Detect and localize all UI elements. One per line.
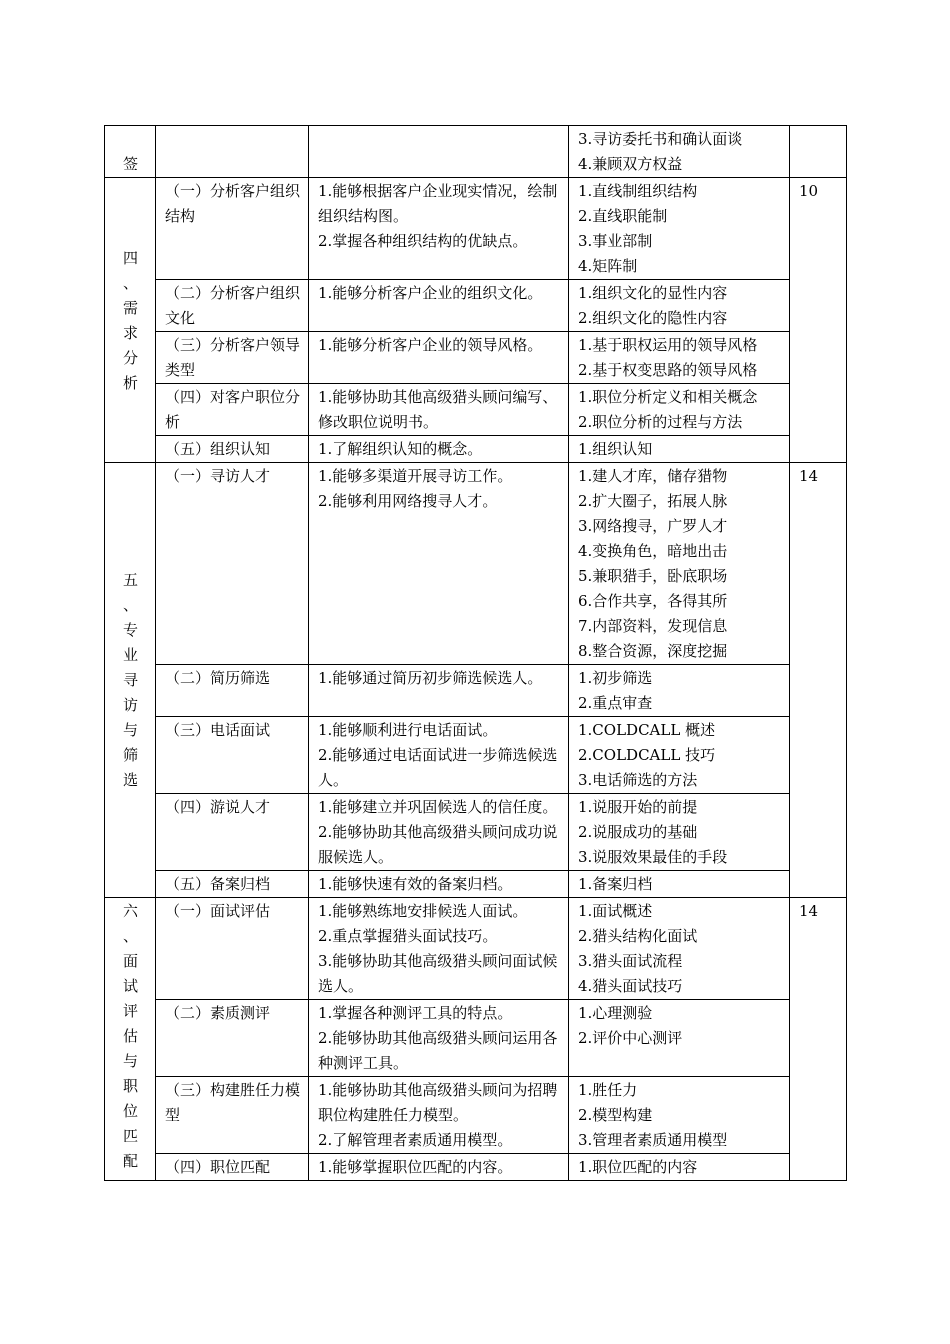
unit-name: （二）素质测评 bbox=[165, 1004, 271, 1022]
skill-item: 1.能够掌握职位匹配的内容。 bbox=[318, 1158, 513, 1176]
table-row bbox=[105, 126, 847, 178]
knowledge-cell bbox=[569, 384, 790, 436]
module-title-char: 面 bbox=[122, 952, 138, 970]
unit-name: （三）分析客户领导类型 bbox=[165, 336, 301, 379]
knowledge-item: 2.职位分析的过程与方法 bbox=[578, 413, 743, 431]
knowledge-item: 3.电话筛选的方法 bbox=[578, 771, 698, 789]
module-title-char: 职 bbox=[122, 1077, 138, 1095]
knowledge-item: 8.整合资源，深度挖掘 bbox=[578, 642, 728, 660]
knowledge-item: 3.管理者素质通用模型 bbox=[578, 1131, 728, 1149]
knowledge-item: 1.备案归档 bbox=[578, 875, 653, 893]
skill-item: 1.能够分析客户企业的组织文化。 bbox=[318, 284, 543, 302]
knowledge-cell bbox=[569, 794, 790, 871]
knowledge-item: 2.猎头结构化面试 bbox=[578, 927, 698, 945]
knowledge-item: 1.职位匹配的内容 bbox=[578, 1158, 698, 1176]
unit-name: （三）电话面试 bbox=[165, 721, 271, 739]
table-row bbox=[105, 665, 847, 717]
skills-cell bbox=[309, 665, 569, 717]
knowledge-cell bbox=[569, 871, 790, 898]
knowledge-item: 1.胜任力 bbox=[578, 1081, 638, 1099]
unit-name: （一）分析客户组织结构 bbox=[165, 182, 301, 225]
skill-item: 2.能够协助其他高级猎头顾问成功说服候选人。 bbox=[318, 823, 558, 866]
unit-cell bbox=[156, 280, 309, 332]
unit-name: （四）对客户职位分析 bbox=[165, 388, 301, 431]
unit-name: （五）组织认知 bbox=[165, 440, 271, 458]
knowledge-cell bbox=[569, 1000, 790, 1077]
knowledge-item: 6.合作共享，各得其所 bbox=[578, 592, 728, 610]
skill-item: 2.了解管理者素质通用模型。 bbox=[318, 1131, 513, 1149]
skill-item: 1.能够多渠道开展寻访工作。 bbox=[318, 467, 513, 485]
skill-item: 1.能够快速有效的备案归档。 bbox=[318, 875, 513, 893]
knowledge-cell bbox=[569, 898, 790, 1000]
unit-cell bbox=[156, 1077, 309, 1154]
skill-item: 1.能够建立并巩固候选人的信任度。 bbox=[318, 798, 558, 816]
table-row bbox=[105, 436, 847, 463]
module-title-char: 估 bbox=[122, 1027, 138, 1045]
knowledge-cell bbox=[569, 126, 790, 178]
knowledge-item: 2.重点审查 bbox=[578, 694, 653, 712]
knowledge-item: 1.心理测验 bbox=[578, 1004, 653, 1022]
skill-item: 1.能够熟练地安排候选人面试。 bbox=[318, 902, 528, 920]
module-title-char: 、 bbox=[122, 273, 138, 292]
syllabus-body bbox=[105, 126, 847, 1181]
module-title-char: 评 bbox=[122, 1002, 138, 1020]
table-row bbox=[105, 717, 847, 794]
module-title-char: 匹 bbox=[122, 1127, 138, 1145]
unit-cell bbox=[156, 1000, 309, 1077]
skills-cell bbox=[309, 1000, 569, 1077]
hours-cell: 14 bbox=[790, 898, 847, 1181]
knowledge-item: 2.模型构建 bbox=[578, 1106, 653, 1124]
knowledge-item: 2.COLDCALL 技巧 bbox=[578, 746, 716, 764]
skill-item: 2.掌握各种组织结构的优缺点。 bbox=[318, 232, 528, 250]
module-title-char: 五 bbox=[122, 571, 138, 589]
module-title-char: 、 bbox=[122, 596, 138, 614]
skill-item: 2.能够协助其他高级猎头顾问运用各种测评工具。 bbox=[318, 1029, 558, 1072]
unit-name: （四）游说人才 bbox=[165, 798, 271, 816]
knowledge-item: 5.兼职猎手，卧底职场 bbox=[578, 567, 728, 585]
skills-cell bbox=[309, 178, 569, 280]
skill-item: 1.能够分析客户企业的领导风格。 bbox=[318, 336, 543, 354]
module-title-char: 六 bbox=[122, 902, 138, 920]
knowledge-item: 2.组织文化的隐性内容 bbox=[578, 309, 728, 327]
knowledge-item: 4.矩阵制 bbox=[578, 257, 638, 275]
knowledge-item: 4.猎头面试技巧 bbox=[578, 977, 683, 995]
table-row bbox=[105, 332, 847, 384]
table-row bbox=[105, 280, 847, 332]
knowledge-cell bbox=[569, 1154, 790, 1181]
table-row bbox=[105, 1154, 847, 1181]
unit-cell bbox=[156, 384, 309, 436]
knowledge-cell bbox=[569, 178, 790, 280]
module-title-cell bbox=[105, 126, 156, 178]
unit-name: （一）面试评估 bbox=[165, 902, 271, 920]
knowledge-item: 1.组织文化的显性内容 bbox=[578, 284, 728, 302]
skill-item: 2.能够利用网络搜寻人才。 bbox=[318, 492, 498, 510]
table-row bbox=[105, 384, 847, 436]
unit-name: （五）备案归档 bbox=[165, 875, 271, 893]
knowledge-item: 2.评价中心测评 bbox=[578, 1029, 683, 1047]
unit-name: （三）构建胜任力模型 bbox=[165, 1081, 301, 1124]
unit-name: （一）寻访人才 bbox=[165, 467, 271, 485]
knowledge-cell bbox=[569, 717, 790, 794]
skill-item: 1.了解组织认知的概念。 bbox=[318, 440, 483, 458]
module-title-char: 寻 bbox=[122, 671, 138, 689]
skills-cell bbox=[309, 332, 569, 384]
skills-cell bbox=[309, 126, 569, 178]
unit-cell bbox=[156, 665, 309, 717]
unit-cell bbox=[156, 436, 309, 463]
table-row bbox=[105, 1077, 847, 1154]
skill-item: 2.能够通过电话面试进一步筛选候选人。 bbox=[318, 746, 558, 789]
module-title-char: 专 bbox=[122, 621, 138, 639]
knowledge-item: 2.直线职能制 bbox=[578, 207, 668, 225]
skill-item: 3.能够协助其他高级猎头顾问面试候选人。 bbox=[318, 952, 558, 995]
module-title-cell bbox=[105, 178, 156, 463]
skills-cell bbox=[309, 280, 569, 332]
module-title-char: 分 bbox=[122, 348, 138, 367]
module-title-char: 四 bbox=[122, 248, 138, 267]
unit-cell bbox=[156, 463, 309, 665]
hours-cell: 14 bbox=[790, 463, 847, 898]
skill-item: 1.能够顺利进行电话面试。 bbox=[318, 721, 498, 739]
module-title-char: 位 bbox=[122, 1102, 138, 1120]
knowledge-item: 1.COLDCALL 概述 bbox=[578, 721, 716, 739]
knowledge-cell bbox=[569, 463, 790, 665]
module-title-char: 配 bbox=[122, 1152, 138, 1170]
knowledge-item: 4.兼顾双方权益 bbox=[578, 155, 683, 173]
skills-cell bbox=[309, 436, 569, 463]
unit-cell bbox=[156, 332, 309, 384]
unit-cell bbox=[156, 898, 309, 1000]
knowledge-cell bbox=[569, 332, 790, 384]
knowledge-item: 4.变换角色，暗地出击 bbox=[578, 542, 728, 560]
table-row bbox=[105, 463, 847, 665]
unit-name: （二）简历筛选 bbox=[165, 669, 271, 687]
unit-cell bbox=[156, 794, 309, 871]
knowledge-item: 1.初步筛选 bbox=[578, 669, 653, 687]
skills-cell bbox=[309, 871, 569, 898]
skills-cell bbox=[309, 1154, 569, 1181]
knowledge-item: 1.直线制组织结构 bbox=[578, 182, 698, 200]
knowledge-item: 2.扩大圈子，拓展人脉 bbox=[578, 492, 728, 510]
knowledge-cell bbox=[569, 1077, 790, 1154]
skill-item: 1.掌握各种测评工具的特点。 bbox=[318, 1004, 513, 1022]
knowledge-item: 1.基于职权运用的领导风格 bbox=[578, 336, 758, 354]
skill-item: 1.能够协助其他高级猎头顾问为招聘职位构建胜任力模型。 bbox=[318, 1081, 558, 1124]
unit-name: （四）职位匹配 bbox=[165, 1158, 271, 1176]
table-row bbox=[105, 898, 847, 1000]
knowledge-item: 3.猎头面试流程 bbox=[578, 952, 683, 970]
module-title-char: 、 bbox=[122, 927, 138, 945]
skills-cell bbox=[309, 384, 569, 436]
knowledge-item: 1.面试概述 bbox=[578, 902, 653, 920]
module-title-char: 访 bbox=[122, 696, 138, 714]
skill-item: 1.能够通过简历初步筛选候选人。 bbox=[318, 669, 543, 687]
unit-cell bbox=[156, 126, 309, 178]
knowledge-item: 7.内部资料，发现信息 bbox=[578, 617, 728, 635]
skill-item: 2.重点掌握猎头面试技巧。 bbox=[318, 927, 498, 945]
module-title-char: 需 bbox=[122, 298, 138, 317]
skills-cell bbox=[309, 1077, 569, 1154]
knowledge-cell bbox=[569, 665, 790, 717]
unit-cell bbox=[156, 1154, 309, 1181]
module-title-cell bbox=[105, 463, 156, 898]
knowledge-item: 3.寻访委托书和确认面谈 bbox=[578, 130, 743, 148]
module-title-char: 试 bbox=[122, 977, 138, 995]
knowledge-item: 3.网络搜寻，广罗人才 bbox=[578, 517, 728, 535]
knowledge-item: 2.基于权变思路的领导风格 bbox=[578, 361, 758, 379]
knowledge-item: 3.说服效果最佳的手段 bbox=[578, 848, 728, 866]
skills-cell bbox=[309, 794, 569, 871]
knowledge-cell bbox=[569, 436, 790, 463]
module-title-char: 与 bbox=[122, 721, 138, 739]
skill-item: 1.能够协助其他高级猎头顾问编写、修改职位说明书。 bbox=[318, 388, 558, 431]
module-title-char: 签 bbox=[122, 155, 138, 173]
module-title-char: 业 bbox=[122, 646, 138, 664]
module-title-char: 求 bbox=[122, 323, 138, 342]
knowledge-item: 1.职位分析定义和相关概念 bbox=[578, 388, 758, 406]
unit-name: （二）分析客户组织文化 bbox=[165, 284, 301, 327]
skill-item: 1.能够根据客户企业现实情况，绘制组织结构图。 bbox=[318, 182, 558, 225]
knowledge-item: 3.事业部制 bbox=[578, 232, 653, 250]
unit-cell bbox=[156, 717, 309, 794]
syllabus-table bbox=[104, 125, 847, 1181]
hours-cell bbox=[790, 126, 847, 178]
module-title-char: 选 bbox=[122, 771, 138, 789]
knowledge-item: 1.建人才库，储存猎物 bbox=[578, 467, 728, 485]
skills-cell bbox=[309, 463, 569, 665]
module-title-char: 析 bbox=[122, 373, 138, 392]
table-row bbox=[105, 871, 847, 898]
module-title-char: 筛 bbox=[122, 746, 138, 764]
knowledge-item: 2.说服成功的基础 bbox=[578, 823, 698, 841]
unit-cell bbox=[156, 178, 309, 280]
knowledge-item: 1.组织认知 bbox=[578, 440, 653, 458]
table-row bbox=[105, 178, 847, 280]
hours-cell: 10 bbox=[790, 178, 847, 463]
skills-cell bbox=[309, 717, 569, 794]
module-title-cell bbox=[105, 898, 156, 1181]
skills-cell bbox=[309, 898, 569, 1000]
module-title-char: 与 bbox=[122, 1052, 138, 1070]
table-row bbox=[105, 1000, 847, 1077]
knowledge-cell bbox=[569, 280, 790, 332]
unit-cell bbox=[156, 871, 309, 898]
table-row bbox=[105, 794, 847, 871]
knowledge-item: 1.说服开始的前提 bbox=[578, 798, 698, 816]
